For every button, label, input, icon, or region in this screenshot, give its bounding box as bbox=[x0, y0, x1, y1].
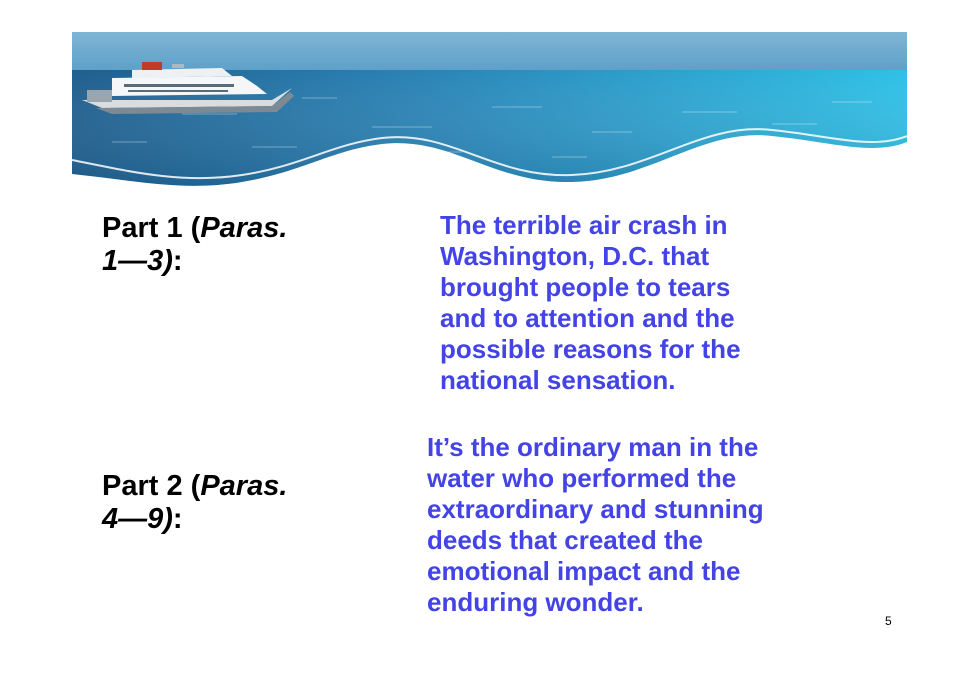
slide bbox=[72, 32, 907, 660]
ferry-sea-banner bbox=[72, 32, 907, 192]
part-1-label: Part 1 (Paras. 1—3): bbox=[102, 212, 288, 277]
part-2-label: Part 2 (Paras. 4—9): bbox=[102, 470, 288, 535]
part-2-summary: It’s the ordinary man in the water who performed the extraordinary and stunning deeds that created the emotional impact and the enduring wonder. bbox=[427, 432, 764, 617]
part-1-summary: The terrible air crash in Washington, D.C. that brought people to tears and to attention and the possible reasons for the national sensation. bbox=[440, 210, 741, 395]
page-number: 5 bbox=[885, 614, 892, 628]
